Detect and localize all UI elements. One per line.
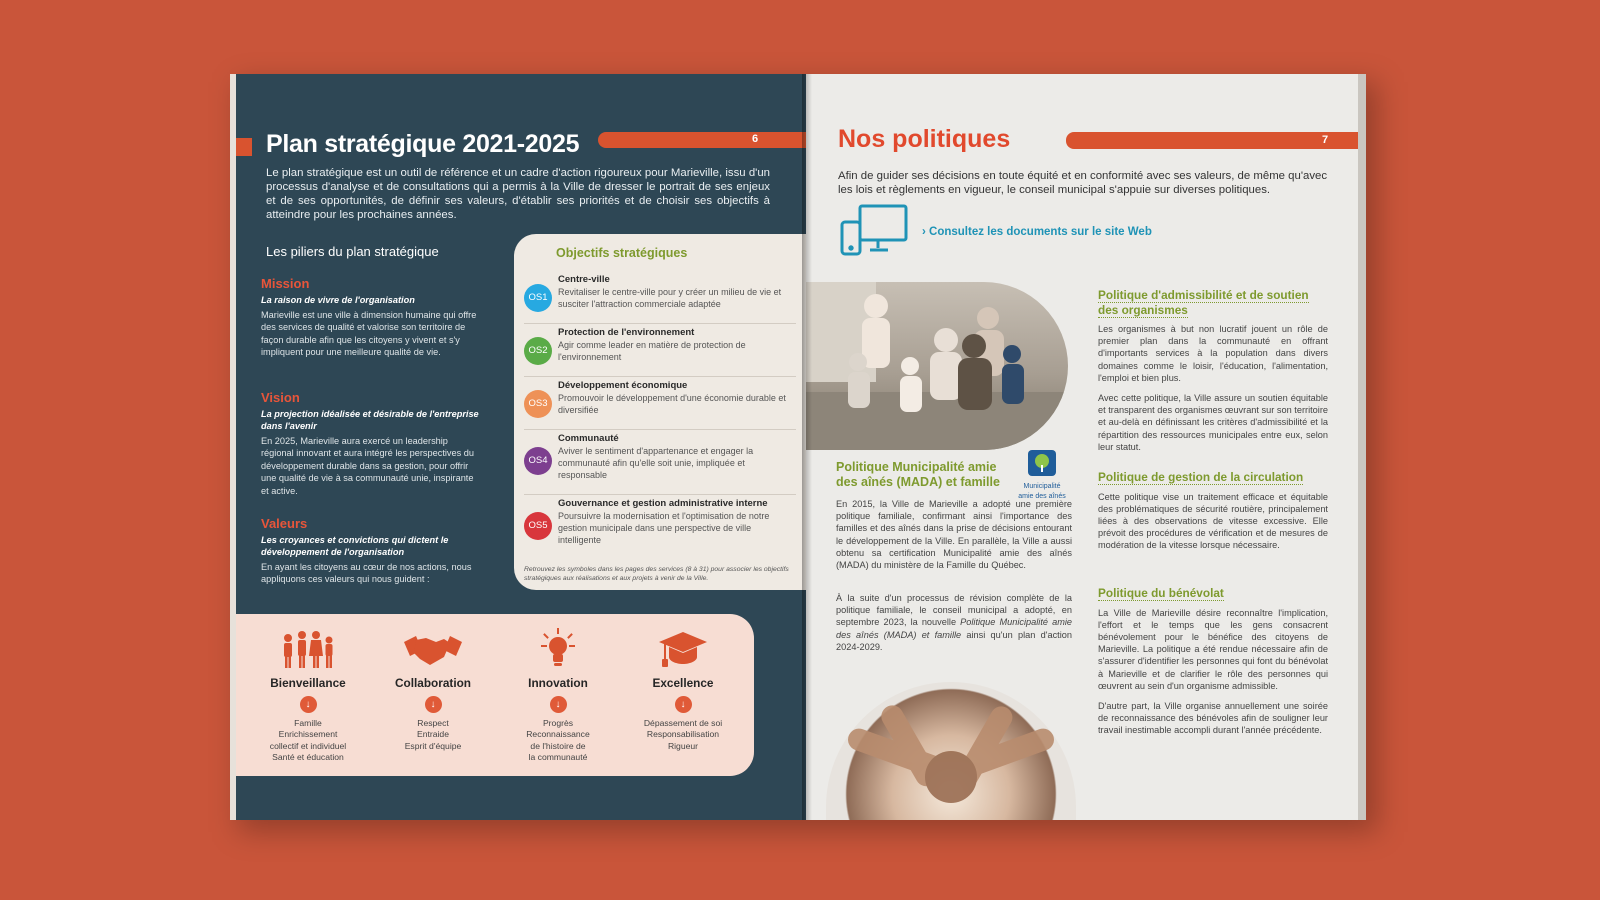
- value-excellence: [624, 626, 742, 752]
- objectives-footnote: Retrouvez les symboles dans les pages des services (8 à 31) pour associer les objectifs stratégiques aux réalisations et aux projets à venir de la Ville.: [524, 566, 789, 582]
- website-link[interactable]: › Consultez les documents sur le site Web: [922, 226, 1152, 238]
- section-paragraph: Les organismes à but non lucratif jouent un rôle de premier plan dans la communauté en offrant d'importants services à la population dans divers domaines comme le loisir, l'éducation, l'alimentation, l'emploi et bien plus.: [1098, 324, 1328, 383]
- value-name: Excellence: [652, 676, 714, 690]
- page-number: 7: [1322, 134, 1329, 146]
- values-text: En ayant les citoyens au cœur de nos actions, nous appliquons ces valeurs qui nous guident :: [261, 562, 472, 585]
- objective-os4: [524, 433, 796, 495]
- lightbulb-icon: [499, 626, 617, 670]
- value-collaboration: [374, 626, 492, 752]
- value-innovation: [499, 626, 617, 764]
- value-line: Reconnaissance: [526, 729, 590, 740]
- title-bar: [598, 132, 806, 148]
- mada-logo-text: Municipalité: [1023, 483, 1061, 490]
- value-line: collectif et individuel: [269, 740, 347, 751]
- value-line: Responsabilisation: [646, 729, 720, 740]
- objectives-card: [514, 234, 806, 590]
- section-title: [1098, 470, 1328, 485]
- value-line: Famille: [294, 718, 322, 728]
- mada-paragraph-1: En 2015, la Ville de Marieville a adopté une première politique familiale, confirmant ainsi l'importance des familles et des aînés dans la prise de décisions entourant le développement de la Ville. En parallèle, la Ville a aussi obtenu sa certification Municipalité amie des aînés (MADA) du ministère de la Famille du Québec.: [836, 499, 1072, 571]
- section-title: [1098, 586, 1328, 601]
- objective-title: Communauté: [558, 433, 619, 444]
- mission-subtitle: La raison de vivre de l'organisation: [261, 295, 415, 305]
- arrow-down-icon: ↓: [675, 696, 692, 713]
- value-name: Collaboration: [394, 676, 472, 690]
- value-line: Enrichissement: [278, 729, 338, 740]
- section-title-text: Politique du bénévolat: [1098, 586, 1224, 600]
- intro-paragraph: Afin de guider ses décisions en toute équité et en conformité avec ses valeurs, de même qu'avec les lois et règlements en vigueur, le conseil municipal s'appuie sur diverses politiques.: [838, 170, 1328, 196]
- mada-policy-name: Politique Municipalité amie des aînés (MADA) et famille: [836, 617, 1072, 640]
- os4-badge: OS4: [524, 447, 552, 475]
- mada-text: ainsi qu'un plan d'action 2024-2029.: [836, 629, 1072, 652]
- objectives-title: Objectifs stratégiques: [556, 246, 688, 260]
- values-block: [261, 516, 483, 586]
- section-paragraph: Cette politique vise un traitement efficace et équitable des problématiques de sécurité routière, principalement liées à des observations de vitesse excessive. Elle prévoit des procédures de vérification et de mesures de modération de la vitesse lorsque nécessaire.: [1098, 491, 1328, 551]
- value-line: Respect: [417, 718, 449, 728]
- objective-title: Centre-ville: [558, 274, 610, 285]
- value-line: Rigueur: [667, 740, 699, 751]
- arrow-down-icon: ↓: [425, 696, 442, 713]
- arrow-down-icon: ↓: [300, 696, 317, 713]
- section-paragraph: La Ville de Marieville désire reconnaître l'implication, l'effort et le temps que les gens consacrent bénévolement pour le bénéfice des citoyens de Marieville. La politique a été rendue nécessaire afin de s'assurer d'identifier les personnes qui font du bénévolat à Marieville et de clarifier le rôle des personnes qui œuvrent au sein d'un organisme admissible.: [1098, 607, 1328, 691]
- vision-title: Vision: [261, 390, 300, 405]
- values-subtitle: Les croyances et convictions qui dictent le développement de l'organisation: [261, 535, 449, 557]
- page-number: 6: [752, 133, 759, 145]
- value-bienveillance: [249, 626, 367, 764]
- os2-badge: OS2: [524, 337, 552, 365]
- os5-badge: OS5: [524, 512, 552, 540]
- value-line: Dépassement de soi: [643, 718, 723, 728]
- mission-text: Marieville est une ville à dimension humaine qui offre des services de qualité et valorise son territoire de façon durable afin que les citoyens y vivent et s'y impliquent pour une meilleure qualité de vie.: [261, 310, 477, 358]
- objective-title: Développement économique: [558, 380, 688, 391]
- vision-subtitle: La projection idéalisée et désirable de l'entreprise dans l'avenir: [261, 409, 479, 431]
- mada-logo-text: amie des aînés: [1018, 493, 1066, 500]
- objective-text: Aviver le sentiment d'appartenance et engager la communauté afin qu'elle soit unie, impliquée et responsable: [558, 446, 754, 480]
- family-icon: [249, 626, 367, 670]
- left-page: [230, 74, 806, 820]
- family-photo: [806, 282, 1068, 450]
- graduation-cap-icon: [624, 626, 742, 670]
- section-title: [1098, 288, 1328, 317]
- arrow-down-icon: ↓: [550, 696, 567, 713]
- mada-text: À la suite d'un processus de révision complète de la politique familiale, le conseil municipal a adopté, en septembre 2023, la nouvelle: [836, 593, 1072, 628]
- title-marker: [236, 138, 252, 156]
- tree-icon: [1028, 450, 1056, 476]
- values-title: Valeurs: [261, 516, 308, 531]
- mission-title: Mission: [261, 276, 310, 291]
- page-title: Nos politiques: [838, 125, 1011, 153]
- value-line: Entraide: [416, 729, 449, 740]
- devices-icon: [840, 202, 912, 267]
- page-edge: [1358, 74, 1366, 820]
- os1-badge: OS1: [524, 284, 552, 312]
- mission-block: [261, 276, 483, 359]
- objective-text: Poursuivre la modernisation et l'optimisation de notre gestion municipale dans une perspective de ville intelligente: [558, 511, 770, 545]
- value-name: Innovation: [528, 676, 588, 690]
- objective-os3: [524, 380, 796, 430]
- section-paragraph: Avec cette politique, la Ville assure un soutien équitable et transparent des organismes œuvrant sur son territoire et au-delà en définissant les critères d'admissibilité et la répartition des ressources municipales entre eux, selon leur statut.: [1098, 393, 1328, 452]
- traffic-section: [1098, 470, 1328, 560]
- objective-text: Agir comme leader en matière de protection de l'environnement: [558, 340, 746, 362]
- objective-os1: [524, 274, 796, 324]
- brochure-spine: [802, 74, 812, 820]
- vision-text: En 2025, Marieville aura exercé un leadership régional innovant et aura intégré les perspectives du développement durable dans sa gestion, pour offrir une qualité de vie à sa communauté unie, inspirante et active.: [261, 436, 474, 496]
- mada-logo: [1018, 450, 1066, 501]
- objective-title: Gouvernance et gestion administrative interne: [558, 498, 768, 509]
- value-line: Progrès: [542, 718, 574, 728]
- value-line: Esprit d'équipe: [404, 740, 462, 751]
- value-line: la communauté: [528, 752, 588, 763]
- admissibility-section: [1098, 288, 1328, 461]
- mada-title: Politique Municipalité amie des aînés (MADA) et famille: [836, 460, 1000, 489]
- hands-photo: [826, 682, 1076, 820]
- intro-paragraph: Le plan stratégique est un outil de référence et un cadre d'action rigoureux pour Marieville, issu d'un processus d'analyse et de consultations qui a permis à la Ville de dresser le portrait de ses enjeux et de ses opportunités, de définir ses valeurs, d'établir ses priorités et de choisir ses objectifs à atteindre pour les prochaines années.: [266, 167, 770, 221]
- handshake-icon: [374, 626, 492, 670]
- pillars-heading: Les piliers du plan stratégique: [266, 244, 439, 259]
- mada-paragraph-2: [836, 592, 1072, 653]
- value-line: de l'histoire de: [530, 740, 586, 751]
- section-title-text: Politique d'admissibilité et de soutien des organismes: [1098, 288, 1309, 317]
- os3-badge: OS3: [524, 390, 552, 418]
- title-bar: [1066, 132, 1358, 149]
- value-line: Santé et éducation: [272, 752, 344, 763]
- objective-text: Promouvoir le développement d'une économie durable et diversifiée: [558, 393, 786, 415]
- objective-os2: [524, 327, 796, 377]
- value-name: Bienveillance: [270, 676, 346, 690]
- section-paragraph: D'autre part, la Ville organise annuellement une soirée de reconnaissance des bénévoles afin de souligner leur travail inestimable accompli durant l'année précédente.: [1098, 700, 1328, 736]
- objective-os5: [524, 498, 796, 558]
- vision-block: [261, 390, 483, 497]
- values-band: [236, 614, 754, 776]
- section-title-text: Politique de gestion de la circulation: [1098, 470, 1304, 484]
- objective-title: Protection de l'environnement: [558, 327, 695, 338]
- volunteering-section: [1098, 586, 1328, 745]
- right-page: [806, 74, 1366, 820]
- page-title: Plan stratégique 2021-2025: [266, 130, 580, 158]
- objective-text: Revitaliser le centre-ville pour y créer un milieu de vie et susciter l'attraction commerciale adaptée: [558, 287, 782, 309]
